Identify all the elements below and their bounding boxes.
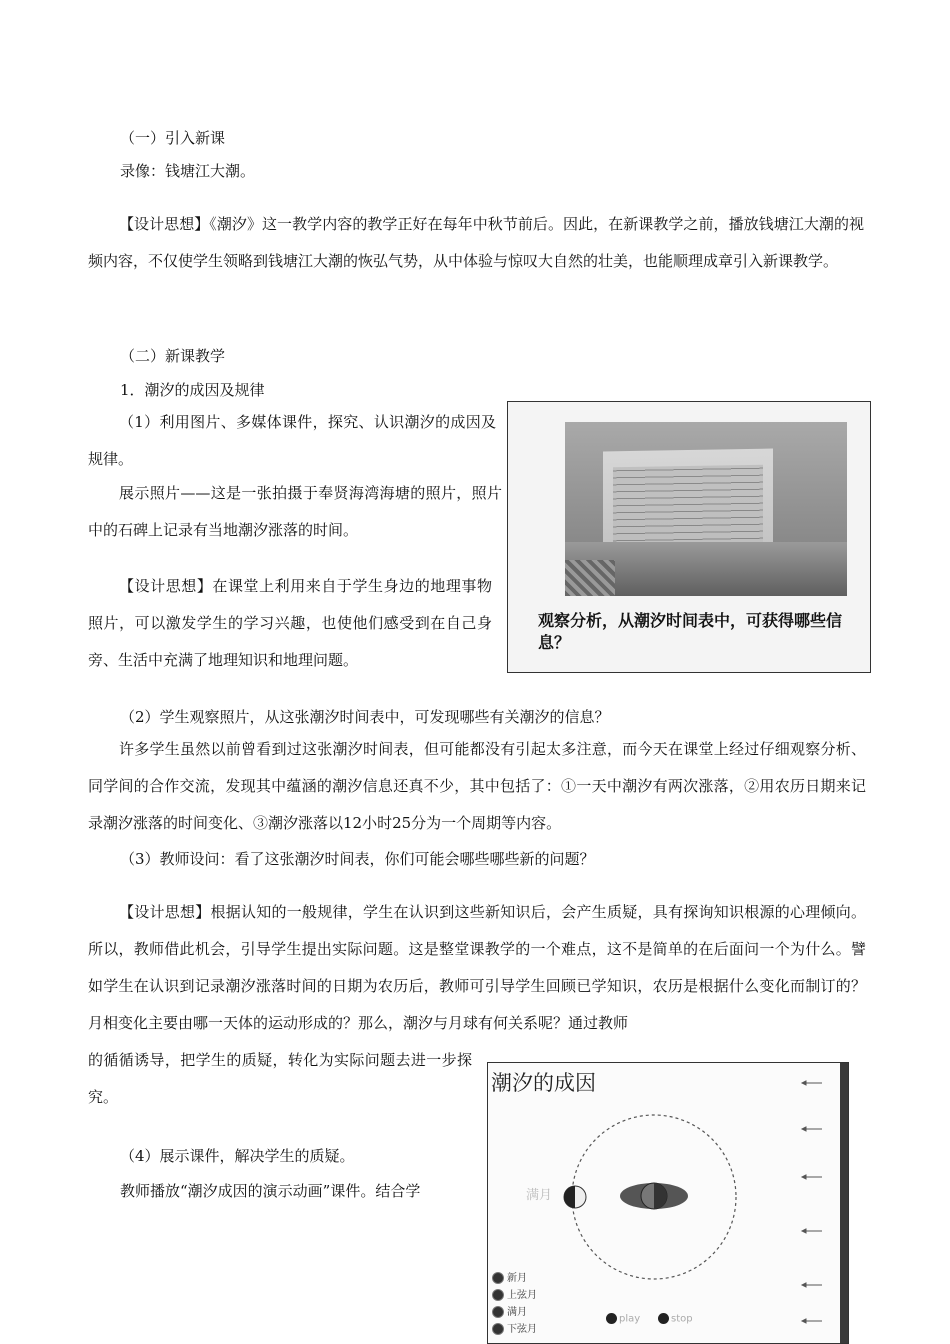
tide-table-figure [507,401,871,673]
item-4: （4）展示课件，解决学生的质疑。 [120,1147,355,1165]
moon-dark-half [564,1186,575,1208]
radio-icon [492,1323,504,1335]
stop-icon [658,1313,669,1324]
sunlight-arrows [802,1081,822,1323]
design-paragraph-3-tail: 的循循诱导，把学生的质疑，转化为实际问题去进一步探究。 [88,1051,472,1106]
tide-animation-figure [487,1062,849,1344]
radio-icon [492,1306,504,1318]
design-paragraph-2: 【设计思想】在课堂上利用来自于学生身边的地理事物照片，可以激发学生的学习兴趣，也使他们感受到在自己身旁、生活中充满了地理知识和地理问题。 [88,577,492,669]
stop-button[interactable]: stop [658,1313,693,1325]
section2-heading: （二）新课教学 [120,347,226,365]
legend-new-moon[interactable]: 新月 [492,1269,527,1284]
item-3: （3）教师设问：看了这张潮汐时间表，你们可能会哪些哪些新的问题？ [120,850,595,868]
figure-caption: 观察分析，从潮汐时间表中，可获得哪些信息？ [538,611,843,652]
video-line: 录像：钱塘江大潮。 [120,162,256,180]
full-moon-label: 满月 [526,1188,553,1203]
section1-heading: （一）引入新课 [120,129,226,147]
sun-edge [840,1063,849,1344]
radio-icon [492,1272,504,1284]
design-paragraph-3: 【设计思想】根据认知的一般规律，学生在认识到这些新知识后，会产生质疑，具有探询知识根源的心理倾向。所以，教师借此机会，引导学生提出实际问题。这是整堂课教学的一个难点，这不是简单的在后面问一个为什么。譬如学生在认识到记录潮汐涨落时间的日期为农历后，教师可引导学生回顾已学知识，农历是根据什么变化而制订的？月相变化主要由哪一天体的运动形成的？那么，潮汐与月球有何关系呢？通过教师 [88,903,866,1032]
item-2: （2）学生观察照片，从这张潮汐时间表中，可发现哪些有关潮汐的信息？ [120,708,610,726]
legend-full-moon[interactable]: 满月 [492,1303,527,1318]
info-paragraph: 许多学生虽然以前曾看到过这张潮汐时间表，但可能都没有引起太多注意，而今天在课堂上经过仔细观察分析、同学间的合作交流，发现其中蕴涵的潮汐信息还真不少，其中包括了：①一天中潮汐有两次涨落，②用农历日期来记录潮汐涨落的时间变化、③潮汐涨落以12小时25分为一个周期等内容。 [88,740,866,832]
photo-paragraph: 展示照片——这是一张拍摄于奉贤海湾海塘的照片，照片中的石碑上记录有当地潮汐涨落的时间。 [88,484,502,539]
last-paragraph: 教师播放“潮汐成因的演示动画”课件。结合学 [120,1182,421,1200]
legend-first-quarter[interactable]: 上弦月 [492,1286,537,1301]
item-1: （1）利用图片、多媒体课件，探究、认识潮汐的成因及规律。 [88,413,496,468]
radio-icon [492,1289,504,1301]
animation-title: 潮汐的成因 [491,1071,596,1095]
design-paragraph-1: 【设计思想】《潮汐》这一教学内容的教学正好在每年中秋节前后。因此，在新课教学之前，播放钱塘江大潮的视频内容，不仅使学生领略到钱塘江大潮的恢弘气势，从中体验与惊叹大自然的壮美，也能顺理成章引入新课教学。 [88,215,864,270]
orbit-diagram [488,1063,849,1344]
tide-table-photo [565,422,847,596]
play-icon [606,1313,617,1324]
play-button[interactable]: play [606,1313,640,1325]
legend-last-quarter[interactable]: 下弦月 [492,1320,537,1335]
subheading-tide-causes: 1．潮汐的成因及规律 [120,381,265,399]
